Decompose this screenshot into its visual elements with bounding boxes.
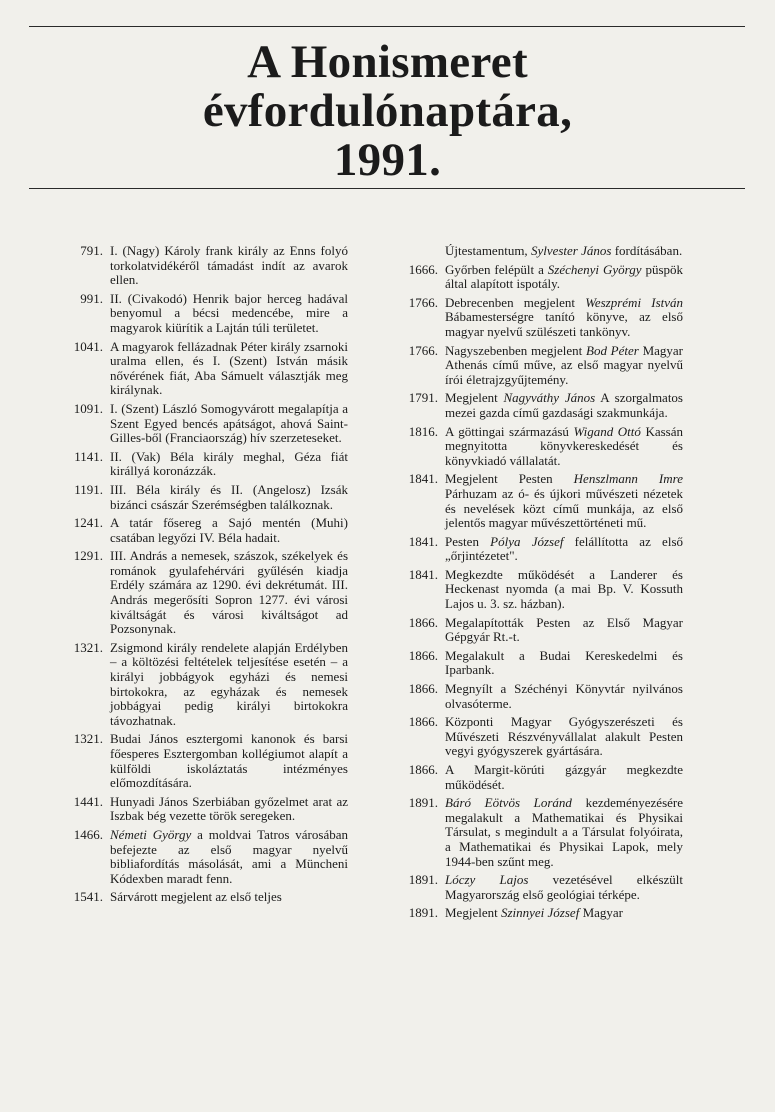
entry-year: 1841.	[408, 566, 438, 582]
entry-year: 1766.	[408, 342, 438, 358]
person-name: Bod Péter	[586, 342, 639, 358]
entry-text: Központi Magyar Gyógyszerészeti és Művészeti Részvényvállalat alakult Pesten vegyi gyógyszerek gyártására.	[445, 714, 683, 759]
anniversary-entry	[66, 732, 348, 790]
anniversary-entry	[401, 535, 683, 564]
entry-year: 1841.	[408, 471, 438, 487]
entry-year: 1321.	[73, 639, 103, 655]
title-line-2: évfordulónaptára,	[202, 85, 573, 137]
entry-text: III. Béla király és II. (Angelosz) Izsák bizánci császár Szerémségben találkoznak.	[110, 481, 348, 512]
anniversary-entry	[66, 516, 348, 545]
entry-text: A göttingai származású Wigand Ottó Kassán megnyitotta könyvkereskedését és könyvkiadó vállalatát.	[445, 423, 683, 468]
anniversary-entry	[66, 340, 348, 398]
person-name: Nagyváthy János	[503, 390, 596, 406]
entry-year: 1866.	[408, 681, 438, 697]
entry-text: A tatár fősereg a Sajó mentén (Muhi) csatában legyőzi IV. Béla hadait.	[110, 515, 348, 545]
anniversary-entry	[66, 292, 348, 336]
person-name: Lóczy Lajos	[445, 872, 529, 888]
entry-text: Pesten Pólya József felállította az első „őrjintézetet".	[445, 533, 683, 564]
entry-text: Lóczy Lajos vezetésével elkészült Magyarország első geológiai térképe.	[445, 872, 683, 902]
entry-text: Megjelent Nagyváthy János A szorgalmatos mezei gazda című gazdasági szakmunkája.	[445, 390, 683, 420]
entry-text: Megalapították Pesten az Első Magyar Gépgyár Rt.-t.	[445, 614, 683, 645]
anniversary-entry	[66, 795, 348, 824]
anniversary-entry	[401, 796, 683, 869]
anniversary-entry	[66, 450, 348, 479]
anniversary-entry	[66, 641, 348, 729]
person-name: Pólya József	[490, 533, 564, 549]
anniversary-entry	[401, 263, 683, 292]
entry-text: A Margit-körúti gázgyár megkezdte működését.	[445, 762, 683, 792]
anniversary-entry	[401, 906, 683, 921]
title-line-3: 1991.	[333, 134, 442, 186]
entry-text: Megjelent Pesten Henszlmann Imre Párhuzam az ó- és újkori művészeti nézetek és nevelések közt című munkája, az első jelentős magyar művészettörténeti mű.	[445, 471, 683, 531]
anniversary-entry	[401, 568, 683, 612]
anniversary-entry	[401, 682, 683, 711]
person-name: Wigand Ottó	[573, 423, 641, 439]
entry-year: 1766.	[408, 294, 438, 310]
entry-text: Megnyílt a Széchényi Könyvtár nyilvános olvasóterme.	[445, 681, 683, 711]
entry-year: 1891.	[408, 905, 438, 921]
entry-year: 1241.	[73, 515, 103, 531]
person-name: Sylvester János	[530, 243, 612, 258]
entry-year: 1291.	[73, 548, 103, 564]
title-bottom-rule	[29, 188, 745, 189]
entry-text: I. (Szent) László Somogyvárott megalapítja a Szent Egyed bencés apátságot, ahová Saint-Gilles-ből (Franciaország) hív szerzeteseket.	[110, 400, 348, 446]
entry-text: A magyarok fellázadnak Péter király zsarnoki uralma ellen, és I. (Szent) István másik nővérének fiát, Aba Sámuelt választják meg királynak.	[110, 338, 348, 398]
entry-text: II. (Vak) Béla király meghal, Géza fiát királlyá koronázzák.	[110, 448, 348, 479]
entry-year: 1866.	[408, 614, 438, 630]
entry-year: 1321.	[73, 731, 103, 747]
anniversary-entry	[66, 483, 348, 512]
entry-text: Zsigmond király rendelete alapján Erdélyben – a költözési feltételek teljesítése esetén – a királyi jobbágyok egyházi és nemesi birtokokra, az egyházak és nemesek jobbágyai pedig királyi birtokokra távozhatnak.	[110, 639, 348, 728]
anniversary-entry	[401, 715, 683, 759]
right-column-continuation: Újtestamentum, Sylvester János fordításában.	[445, 243, 683, 258]
anniversary-entry	[401, 344, 683, 388]
anniversary-entry	[401, 472, 683, 530]
entry-year: 1816.	[408, 423, 438, 439]
entry-year: 1891.	[408, 795, 438, 811]
anniversary-entry	[401, 873, 683, 902]
entry-text: Budai János esztergomi kanonok és barsi főesperes Esztergomban kollégiumot alapít a külföldi iskoláztatás intézményes előmozdítására.	[110, 731, 348, 791]
anniversary-entry	[401, 616, 683, 645]
entry-text: Báró Eötvös Loránd kezdeményezésére megalakult a Mathematikai és Physikai Társulat, s megindult a a Társulat folyóirata, a Mathematikai és Physikai Lapok, mely 1944-ben szűnt meg.	[445, 795, 683, 869]
anniversary-entry	[401, 425, 683, 469]
entry-text: Megalakult a Budai Kereskedelmi és Iparbank.	[445, 647, 683, 678]
entry-text: Hunyadi János Szerbiában győzelmet arat az Iszbak bég vezette török seregeken.	[110, 793, 348, 824]
entry-text: Megkezdte működését a Landerer és Heckenast nyomda (a mai Bp. V. Kossuth Lajos u. 3. sz. házban).	[445, 566, 683, 612]
entry-text: Nagyszebenben megjelent Bod Péter Magyar Athenás című műve, az első magyar nyelvű írói életrajzgyűjtemény.	[445, 342, 683, 387]
left-column	[66, 244, 348, 909]
person-name: Németi György	[110, 826, 192, 842]
entry-text: Debrecenben megjelent Weszprémi István Bábamesterségre tanító könyve, az első magyar nyelvű szülészeti tankönyv.	[445, 294, 684, 339]
person-name: Báró Eötvös Loránd	[445, 795, 572, 811]
anniversary-entry	[66, 890, 348, 905]
entry-year: 1441.	[73, 793, 103, 809]
entry-text: III. András a nemesek, szászok, székelyek és románok gyulafehérvári gyűlésén kiadja Erdély számára az 1290. évi dekrétumát. III. András megerősíti Sopron 1277. évi városi kiváltságát és városi kiváltságot ad Pozsonynak.	[110, 548, 348, 637]
entry-year: 1866.	[408, 762, 438, 777]
person-name: Weszprémi István	[585, 294, 684, 310]
entry-year: 1666.	[408, 261, 438, 277]
entry-year: 1866.	[408, 647, 438, 663]
anniversary-entry	[66, 244, 348, 288]
entry-year: 1791.	[408, 390, 438, 406]
entry-year: 1891.	[408, 872, 438, 888]
entry-year: 1841.	[408, 533, 438, 549]
entry-text: I. (Nagy) Károly frank király az Enns folyó torkolatvidékéről támadást indít az avarok ellen.	[110, 243, 348, 288]
person-name: Henszlmann Imre	[573, 471, 683, 487]
entry-year: 1191.	[74, 481, 103, 497]
entry-text: II. (Civakodó) Henrik bajor herceg hadával benyomul a bécsi medencébe, mire a magyarok kiürítik a Lajtán túli területet.	[110, 290, 348, 335]
title-line-1: A Honismeret	[247, 36, 528, 88]
right-column	[401, 244, 683, 925]
entry-year: 991.	[80, 290, 103, 306]
person-name: Szinnyei József	[500, 905, 580, 921]
anniversary-entry	[66, 402, 348, 446]
top-rule	[29, 26, 745, 27]
entry-year: 1466.	[73, 826, 103, 842]
entry-year: 1866.	[408, 714, 438, 730]
page-title	[0, 38, 775, 185]
entry-text: Németi György a moldvai Tatros városában befejezte az első magyar nyelvű bibliafordítás másolását, ami a Müncheni Kódexben maradt fenn.	[110, 826, 348, 886]
entry-text: Sárvárott megjelent az első teljes	[110, 889, 282, 905]
entry-year: 1141.	[74, 448, 103, 464]
anniversary-entry	[401, 649, 683, 678]
entry-year: 1091.	[73, 400, 103, 416]
entry-year: 791.	[80, 243, 103, 258]
anniversary-entry	[66, 549, 348, 637]
entry-text: Győrben felépült a Széchenyi György püspök által alapított ispotály.	[445, 261, 683, 292]
entry-year: 1041.	[73, 338, 103, 354]
person-name: Széchenyi György	[547, 261, 642, 277]
anniversary-entry	[401, 296, 683, 340]
anniversary-entry	[401, 763, 683, 792]
entry-text: Megjelent Szinnyei József Magyar	[445, 905, 623, 921]
anniversary-entry	[66, 828, 348, 886]
entry-year: 1541.	[73, 889, 103, 905]
anniversary-entry	[401, 391, 683, 420]
